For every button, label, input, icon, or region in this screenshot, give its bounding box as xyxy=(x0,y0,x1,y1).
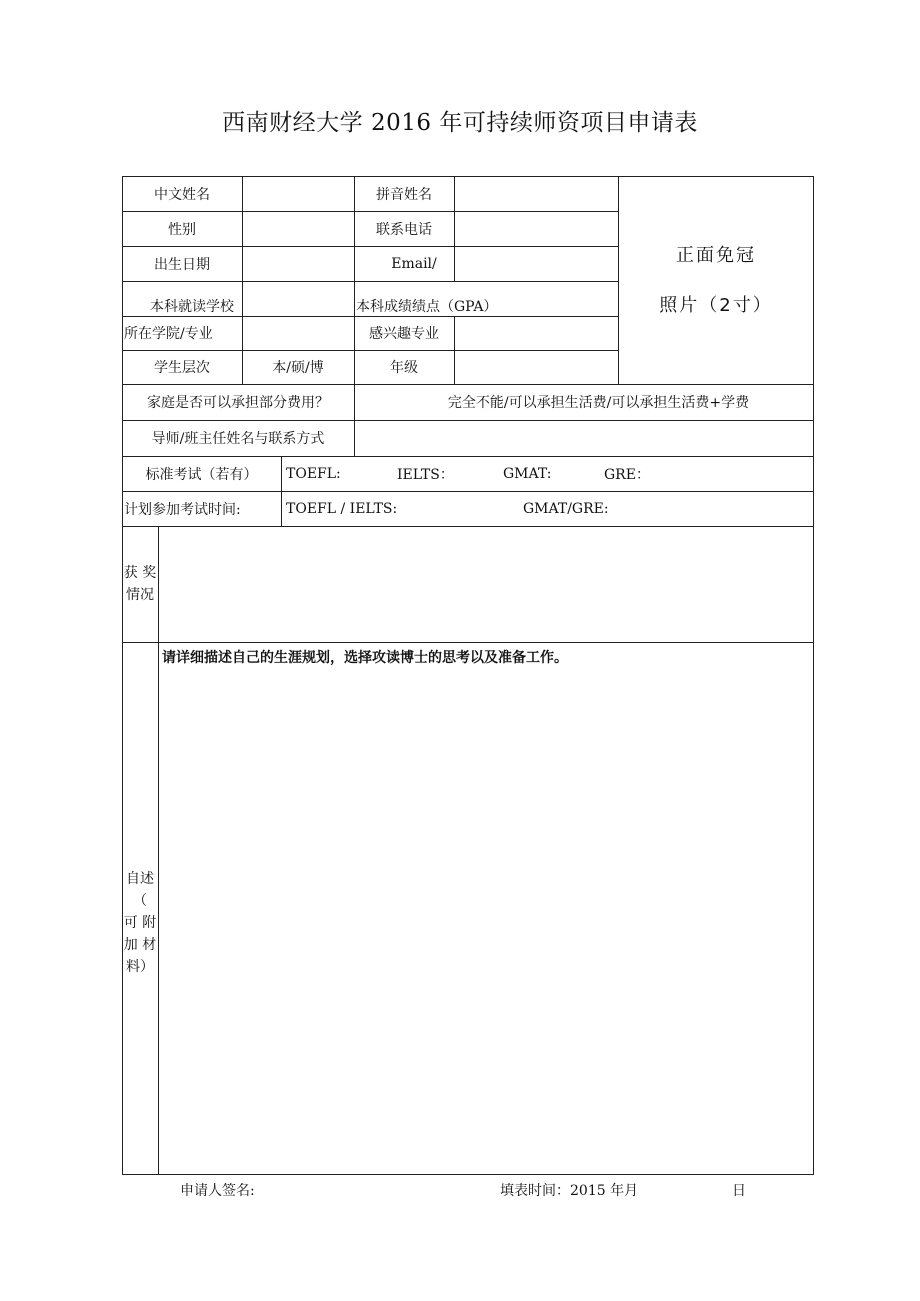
awards-label-line-1: 获 奖 xyxy=(123,565,157,581)
awards-field[interactable] xyxy=(159,527,813,642)
family-cost-label: 家庭是否可以承担部分费用？ xyxy=(147,395,329,411)
gmat-gre-date-field[interactable]: GMAT/GRE: xyxy=(523,500,609,517)
advisor-label: 导师/班主任姓名与联系方式 xyxy=(151,431,325,447)
self-label-line-3: 可 附 xyxy=(123,915,157,931)
gmat-field[interactable]: GMAT: xyxy=(503,465,552,482)
self-label-line-1: 自述 xyxy=(126,871,154,887)
gender-field[interactable] xyxy=(243,212,354,246)
birth-date-field[interactable] xyxy=(243,247,354,281)
gender-label: 性别 xyxy=(168,221,196,238)
page-title: 西南财经大学 2016 年可持续师资项目申请表 xyxy=(222,110,698,136)
gpa-label: 本科成绩绩点（GPA） xyxy=(356,298,498,315)
chinese-name-field[interactable] xyxy=(243,177,354,211)
fill-date-label: 填表时间：2015 年月 xyxy=(500,1183,639,1199)
phone-label: 联系电话 xyxy=(376,221,432,238)
grade-field[interactable] xyxy=(455,351,618,384)
gre-field[interactable]: GRE： xyxy=(604,466,650,483)
pinyin-name-field[interactable] xyxy=(455,177,618,211)
plan-test-label: 计划参加考试时间: xyxy=(124,501,241,518)
self-label-line-5: 料） xyxy=(126,959,154,975)
signature-label: 申请人签名: xyxy=(180,1183,255,1199)
advisor-field[interactable] xyxy=(355,421,813,456)
toefl-field[interactable]: TOEFL: xyxy=(286,465,341,482)
undergrad-school-field[interactable] xyxy=(243,282,354,316)
table-border xyxy=(122,1174,814,1175)
birth-date-label: 出生日期 xyxy=(154,256,210,273)
family-cost-options[interactable]: 完全不能/可以承担生活费/可以承担生活费+学费 xyxy=(447,395,750,411)
undergrad-school-label: 本科就读学校 xyxy=(150,298,234,315)
awards-label xyxy=(122,526,158,642)
awards-label-line-2: 情况 xyxy=(126,587,154,603)
college-major-label: 所在学院/专业 xyxy=(124,326,213,342)
self-statement-field[interactable] xyxy=(159,643,813,1174)
email-label: Email/ xyxy=(391,255,437,272)
std-test-label: 标准考试（若有） xyxy=(145,466,258,483)
table-border xyxy=(813,176,814,1175)
chinese-name-label: 中文姓名 xyxy=(154,186,210,203)
self-statement-prompt: 请详细描述自己的生涯规划，选择攻读博士的思考以及准备工作。 xyxy=(162,650,568,666)
self-label-line-2: （ xyxy=(133,893,147,909)
self-statement-label xyxy=(122,642,158,1174)
interest-major-field[interactable] xyxy=(455,317,618,350)
interest-major-label: 感兴趣专业 xyxy=(369,326,439,342)
ielts-field[interactable]: IELTS： xyxy=(397,466,454,483)
college-major-field[interactable] xyxy=(243,317,354,350)
student-level-field[interactable]: 本/硕/博 xyxy=(272,360,324,376)
pinyin-name-label: 拼音姓名 xyxy=(376,186,432,203)
self-label-line-4: 加 材 xyxy=(123,937,157,953)
gpa-field[interactable] xyxy=(520,282,618,316)
photo-line-1: 正面免冠 xyxy=(676,244,756,266)
grade-label: 年级 xyxy=(390,360,418,376)
student-level-label: 学生层次 xyxy=(154,360,210,376)
photo-line-2: 照片（2寸） xyxy=(659,294,773,316)
toefl-ielts-date-field[interactable]: TOEFL / IELTS: xyxy=(286,500,398,517)
phone-field[interactable] xyxy=(455,212,618,246)
email-field[interactable] xyxy=(455,247,618,281)
fill-day-label: 日 xyxy=(732,1183,746,1199)
photo-box xyxy=(619,177,813,384)
